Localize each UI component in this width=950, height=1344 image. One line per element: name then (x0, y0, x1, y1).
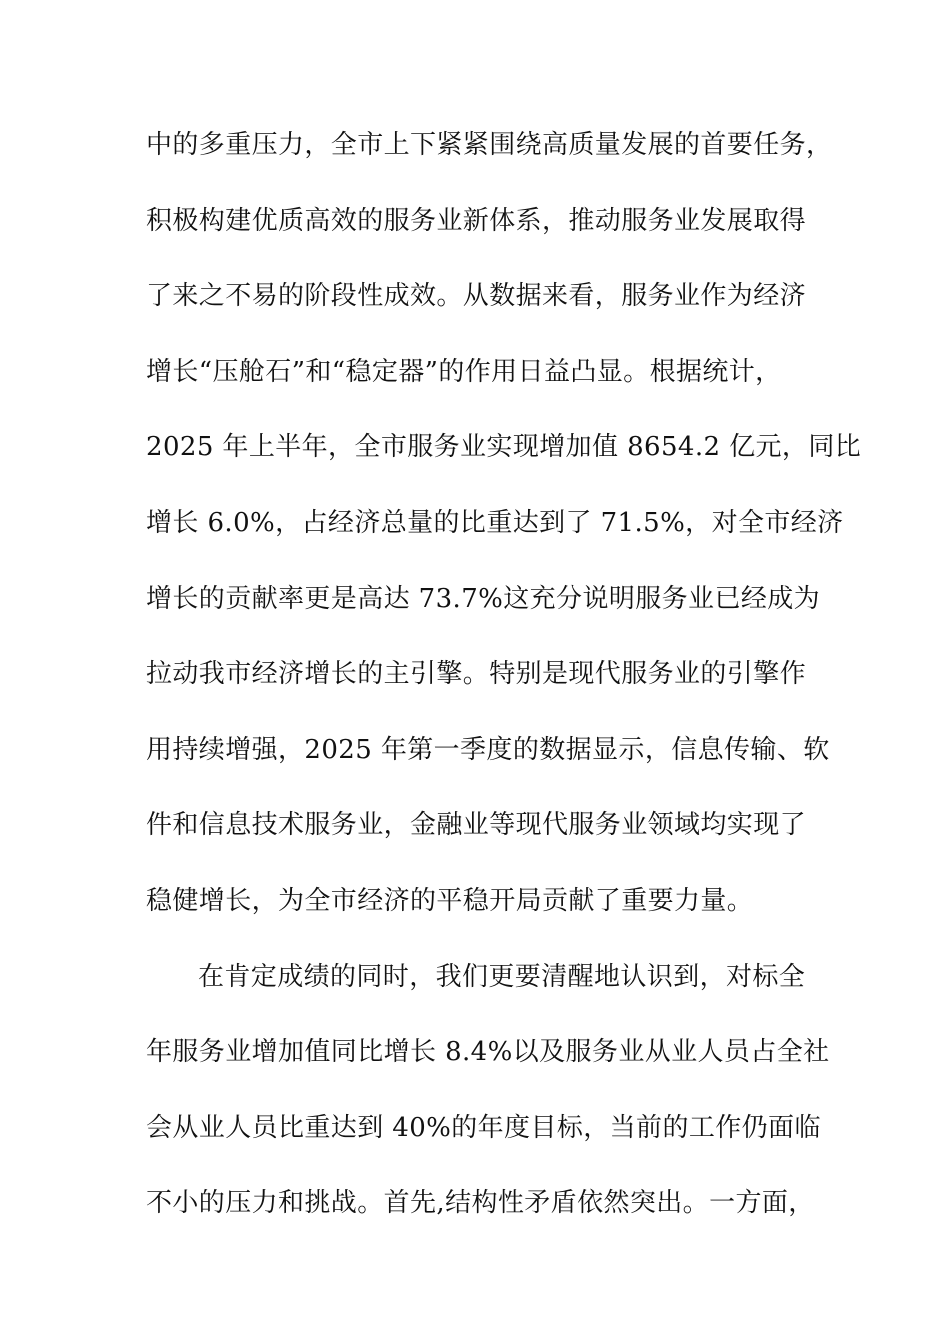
paragraph-start-line: 在肯定成绩的同时，我们更要清醒地认识到，对标全 (198, 961, 806, 992)
text-line: 增长“压舱石”和“稳定器”的作用日益凸显。根据统计， (146, 356, 782, 387)
text-line: 会从业人员比重达到 40%的年度目标，当前的工作仍面临 (146, 1112, 821, 1143)
text-line: 件和信息技术服务业，金融业等现代服务业领域均实现了 (146, 810, 807, 841)
text-line: 中的多重压力，全市上下紧紧围绕高质量发展的首要任务， (146, 130, 833, 160)
text-line: 不小的压力和挑战。首先,结构性矛盾依然突出。一方面， (146, 1188, 815, 1219)
text-line: 增长的贡献率更是高达 73.7%这充分说明服务业已经成为 (146, 583, 821, 614)
text-line: 年服务业增加值同比增长 8.4%以及服务业从业人员占全社 (146, 1037, 830, 1068)
text-line: 积极构建优质高效的服务业新体系，推动服务业发展取得 (146, 205, 807, 236)
text-line: 增长 6.0%，占经济总量的比重达到了 71.5%，对全市经济 (146, 507, 844, 538)
text-line: 稳健增长，为全市经济的平稳开局贡献了重要力量。 (146, 885, 754, 916)
text-line: 用持续增强，2025 年第一季度的数据显示，信息传输、软 (146, 734, 830, 765)
text-line: 了来之不易的阶段性成效。从数据来看，服务业作为经济 (146, 281, 807, 312)
text-line: 2025 年上半年，全市服务业实现增加值 8654.2 亿元，同比 (146, 432, 862, 463)
document-body (146, 118, 862, 1252)
text-line: 拉动我市经济增长的主引擎。特别是现代服务业的引擎作 (146, 659, 807, 690)
